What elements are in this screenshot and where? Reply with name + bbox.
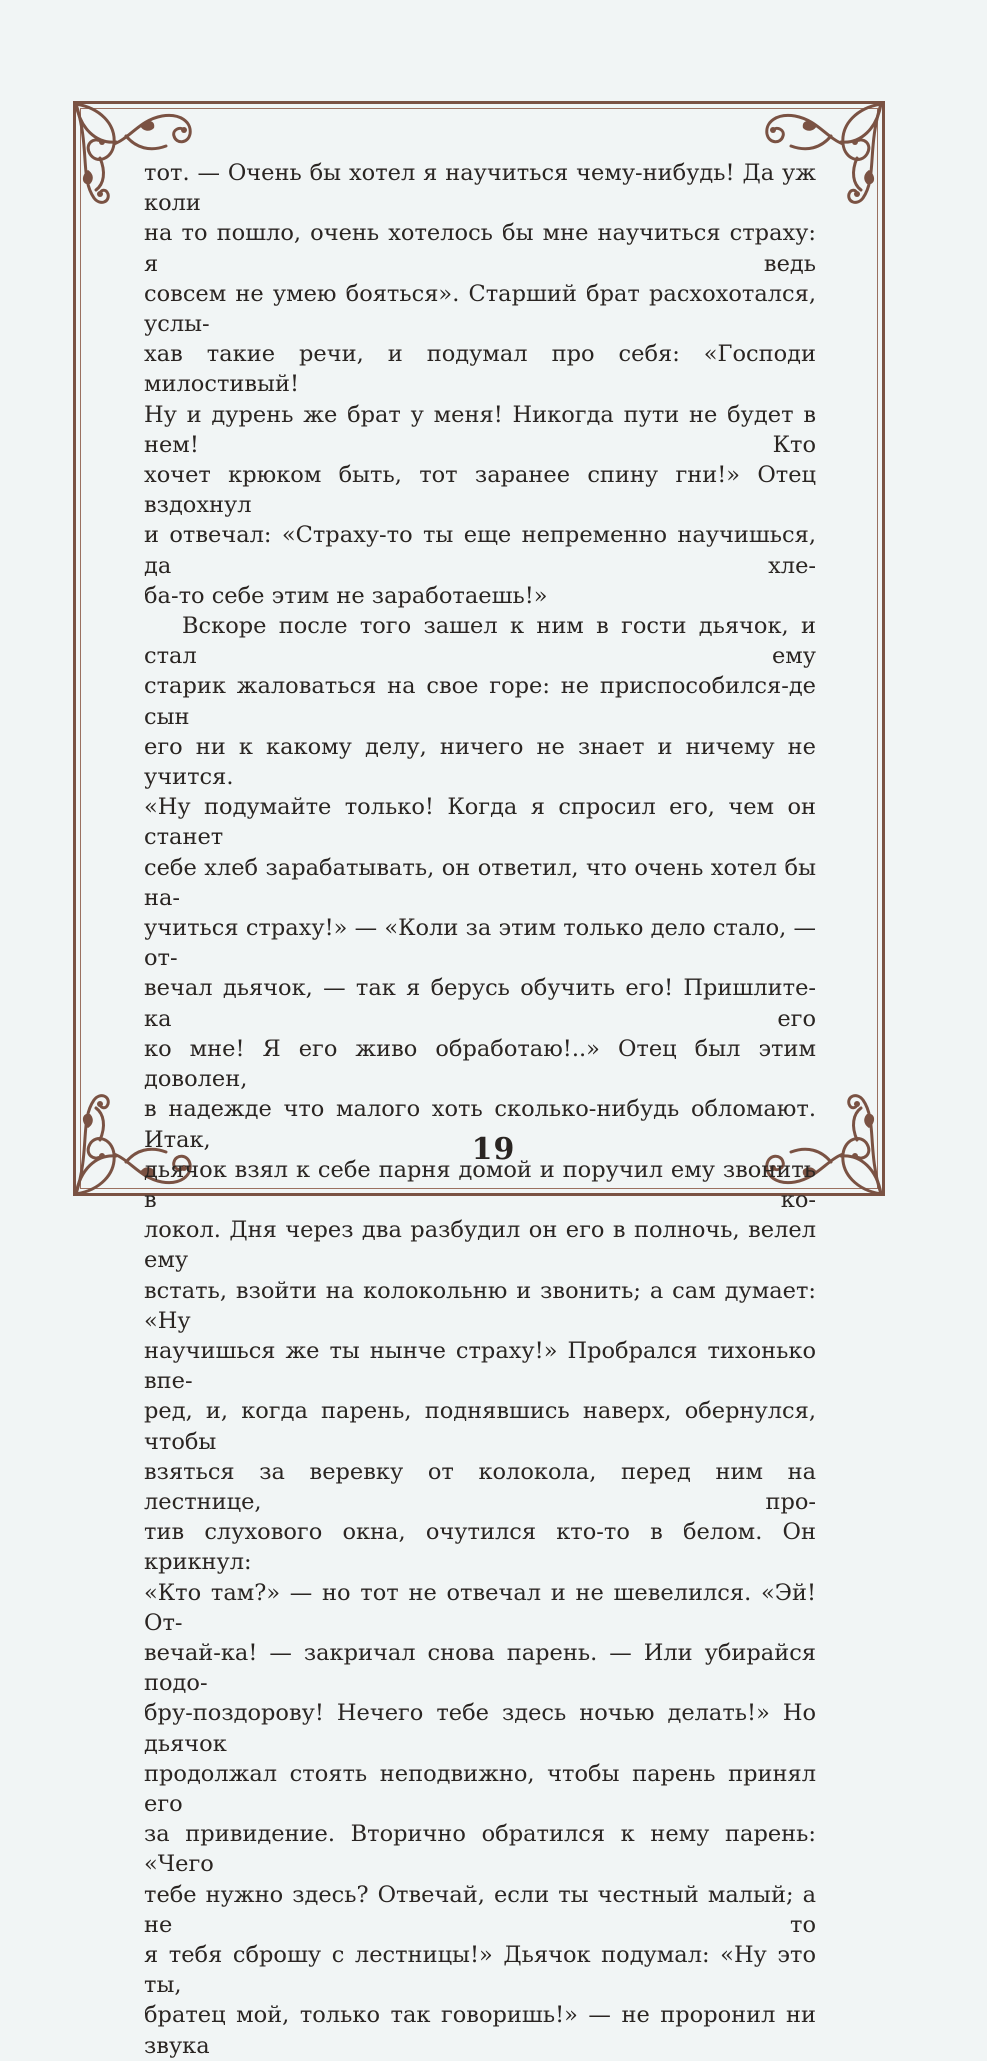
- text-line: продолжал стоять неподвижно, чтобы парень принял его: [144, 1760, 816, 1817]
- text-line: за привидение. Вторично обратился к нему парень: «Чего: [144, 1821, 816, 1878]
- body-text: [144, 158, 816, 2061]
- text-line-paragraph-end: ба-то себе этим не заработаешь!»: [144, 582, 548, 609]
- text-line: совсем не умею бояться». Старший брат расхохотался, услы-: [144, 280, 816, 338]
- text-line: научишься же ты нынче страху!» Пробрался тихонько впе-: [144, 1337, 816, 1395]
- text-line: Ну и дурень же брат у меня! Никогда пути не будет в нем! Кто: [144, 401, 816, 458]
- text-line-indented: [144, 611, 816, 671]
- text-line: локол. Дня через два разбудил он его в полночь, велел ему: [144, 1217, 816, 1274]
- text-line: и отвечал: «Страху-то ты еще непременно научишься, да хле-: [144, 522, 816, 579]
- text-line: взяться за веревку от колокола, перед ним на лестнице, про-: [144, 1458, 816, 1515]
- text-line: вечал дьячок, — так я берусь обучить его! Пришлите-ка его: [144, 975, 816, 1032]
- text-line: «Кто там?» — но тот не отвечал и не шевелился. «Эй! От-: [144, 1579, 816, 1636]
- text-line: учиться страху!» — «Коли за этим только дело стало, — от-: [144, 915, 816, 972]
- text-line: бру-поздорову! Нечего тебе здесь ночью делать!» Но дьячок: [144, 1700, 816, 1757]
- page-number: 19: [471, 1132, 516, 1167]
- text-line: на то пошло, очень хотелось бы мне научиться страху: я ведь: [144, 220, 816, 277]
- text-line: я тебя сброшу с лестницы!» Дьячок подумал: «Ну это ты,: [144, 1941, 816, 1999]
- text-line: ко мне! Я его живо обработаю!..» Отец был этим доволен,: [144, 1035, 816, 1093]
- text-line: себе хлеб зарабатывать, он ответил, что очень хотел бы на-: [144, 854, 816, 911]
- text-line: хочет крюком быть, тот заранее спину гни!» Отец вздохнул: [144, 462, 816, 519]
- text-line: старик жаловаться на свое горе: не приспособился-де сын: [144, 673, 816, 730]
- text-line: вечай-ка! — закричал снова парень. — Или убирайся подо-: [144, 1639, 816, 1697]
- text-line: братец мой, только так говоришь!» — не проронил ни звука: [144, 2002, 816, 2059]
- text-line: «Ну подумайте только! Когда я спросил его, чем он станет: [144, 794, 816, 851]
- text-line-content: Вскоре после того зашел к ним в гости дьячок, и стал ему: [144, 613, 816, 670]
- text-line: тебе нужно здесь? Отвечай, если ты честный малый; а не то: [144, 1881, 816, 1938]
- text-line: хав такие речи, и подумал про себя: «Господи милостивый!: [144, 341, 816, 398]
- text-line: в надежде что малого хоть сколько-нибудь обломают. Итак,: [144, 1096, 816, 1153]
- text-line: тив слухового окна, очутился кто-то в белом. Он крикнул:: [144, 1519, 816, 1576]
- text-line: его ни к какому делу, ничего не знает и ничему не учится.: [144, 733, 816, 791]
- text-line: ред, и, когда парень, поднявшись наверх, обернулся, чтобы: [144, 1398, 816, 1455]
- text-line: тот. — Очень бы хотел я научиться чему-нибудь! Да уж коли: [144, 160, 816, 217]
- text-line: встать, взойти на колокольню и звонить; а сам думает: «Ну: [144, 1277, 816, 1334]
- text-line: дьячок взял к себе парня домой и поручил ему звонить в ко-: [144, 1156, 816, 1213]
